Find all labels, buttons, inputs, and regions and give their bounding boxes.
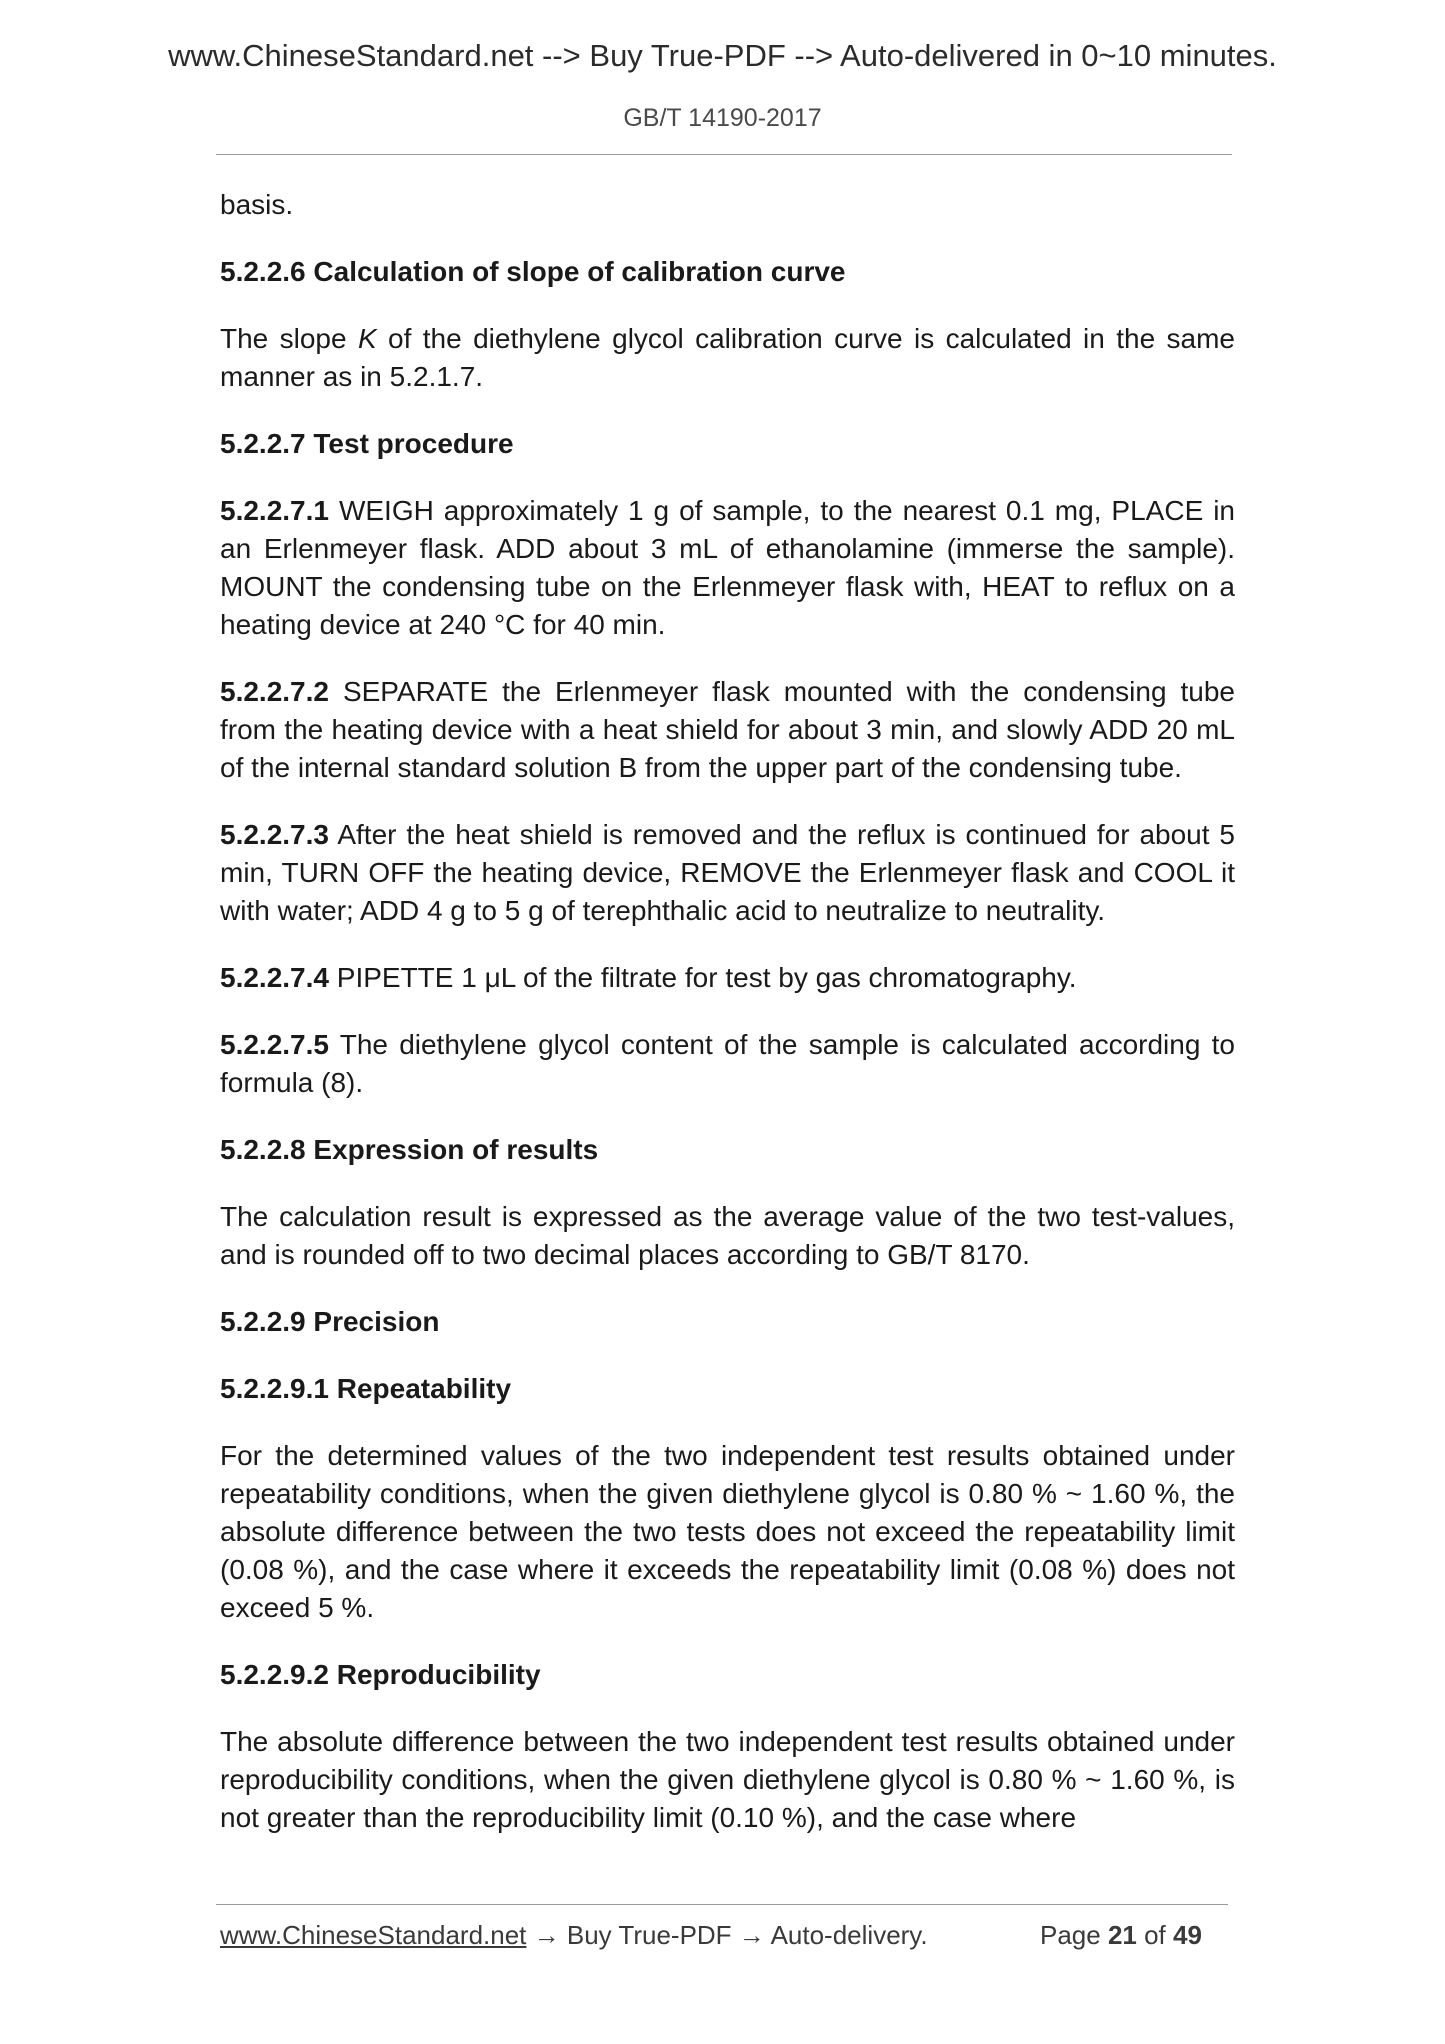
paragraph-slope: The slope K of the diethylene glycol calibration curve is calculated in the same manner as in 5.2.1.7. — [220, 323, 1236, 392]
clause-number: 5.2.2.7.4 — [220, 962, 329, 993]
heading-5-2-2-7: 5.2.2.7 Test procedure — [220, 428, 514, 459]
clause-number: 5.2.2.7.1 — [220, 495, 329, 526]
document-code: GB/T 14190-2017 — [623, 104, 822, 132]
heading-5-2-2-8: 5.2.2.8 Expression of results — [220, 1134, 599, 1165]
clause-5-2-2-7-4: 5.2.2.7.4 PIPETTE 1 μL of the filtrate for test by gas chromatography. — [220, 962, 1077, 993]
paragraph-reproducibility: The absolute difference between the two independent test results obtained under reproducibility conditions, when the given diethylene glycol is 0.80 % ~ 1.60 %, is not greater than the reproducibility limit (0.10 %), and the case where — [220, 1726, 1235, 1833]
heading-5-2-2-9-1: 5.2.2.9.1 Repeatability — [220, 1373, 512, 1404]
page-indicator: Page 21 of 49 — [1040, 1920, 1202, 1950]
clause-number: 5.2.2.7.3 — [220, 819, 329, 850]
clause-5-2-2-7-3: 5.2.2.7.3 After the heat shield is removed and the reflux is continued for about 5 min, TURN OFF the heating device, REMOVE the Erlenmeyer flask and COOL it with water; ADD 4 g to 5 g of terephthalic acid to neutralize to neutrality. — [220, 819, 1235, 926]
footer-divider — [216, 1904, 1228, 1905]
current-page: 21 — [1107, 1920, 1137, 1950]
paragraph-repeatability: For the determined values of the two independent test results obtained under repeatability conditions, when the given diethylene glycol is 0.80 % ~ 1.60 %, the absolute difference between the two tests does not exceed the repeatability limit (0.08 %), and the case where it exceeds the repeatability limit (0.08 %) does not exceed 5 %. — [220, 1440, 1235, 1623]
variable-k: K — [357, 323, 377, 354]
heading-5-2-2-9: 5.2.2.9 Precision — [220, 1306, 440, 1337]
page-content — [220, 186, 1235, 1866]
heading-5-2-2-6: 5.2.2.6 Calculation of slope of calibration curve — [220, 256, 846, 287]
clause-5-2-2-7-2: 5.2.2.7.2 SEPARATE the Erlenmeyer flask mounted with the condensing tube from the heating device with a heat shield for about 3 min, and slowly ADD 20 mL of the internal standard solution B from the upper part of the condensing tube. — [220, 676, 1235, 783]
paragraph-results: The calculation result is expressed as the average value of the two test-values, and is rounded off to two decimal places according to GB/T 8170. — [220, 1201, 1235, 1270]
top-banner: www.ChineseStandard.net --> Buy True-PDF --> Auto-delivered in 0~10 minutes. — [168, 38, 1277, 73]
footer-promo: www.ChineseStandard.net → Buy True-PDF → Auto-delivery. — [220, 1920, 928, 1950]
header-divider — [216, 154, 1232, 155]
continuation-text: basis. — [220, 189, 294, 220]
site-link[interactable]: www.ChineseStandard.net — [220, 1920, 527, 1950]
clause-5-2-2-7-5: 5.2.2.7.5 The diethylene glycol content of the sample is calculated according to formula (8). — [220, 1029, 1235, 1098]
heading-5-2-2-9-2: 5.2.2.9.2 Reproducibility — [220, 1659, 541, 1690]
clause-number: 5.2.2.7.2 — [220, 676, 329, 707]
total-pages: 49 — [1173, 1920, 1202, 1950]
clause-5-2-2-7-1: 5.2.2.7.1 WEIGH approximately 1 g of sample, to the nearest 0.1 mg, PLACE in an Erlenmeyer flask. ADD about 3 mL of ethanolamine (immerse the sample). MOUNT the condensing tube on the Erlenmeyer flask with, HEAT to reflux on a heating device at 240 °C for 40 min. — [220, 495, 1235, 640]
clause-number: 5.2.2.7.5 — [220, 1029, 329, 1060]
